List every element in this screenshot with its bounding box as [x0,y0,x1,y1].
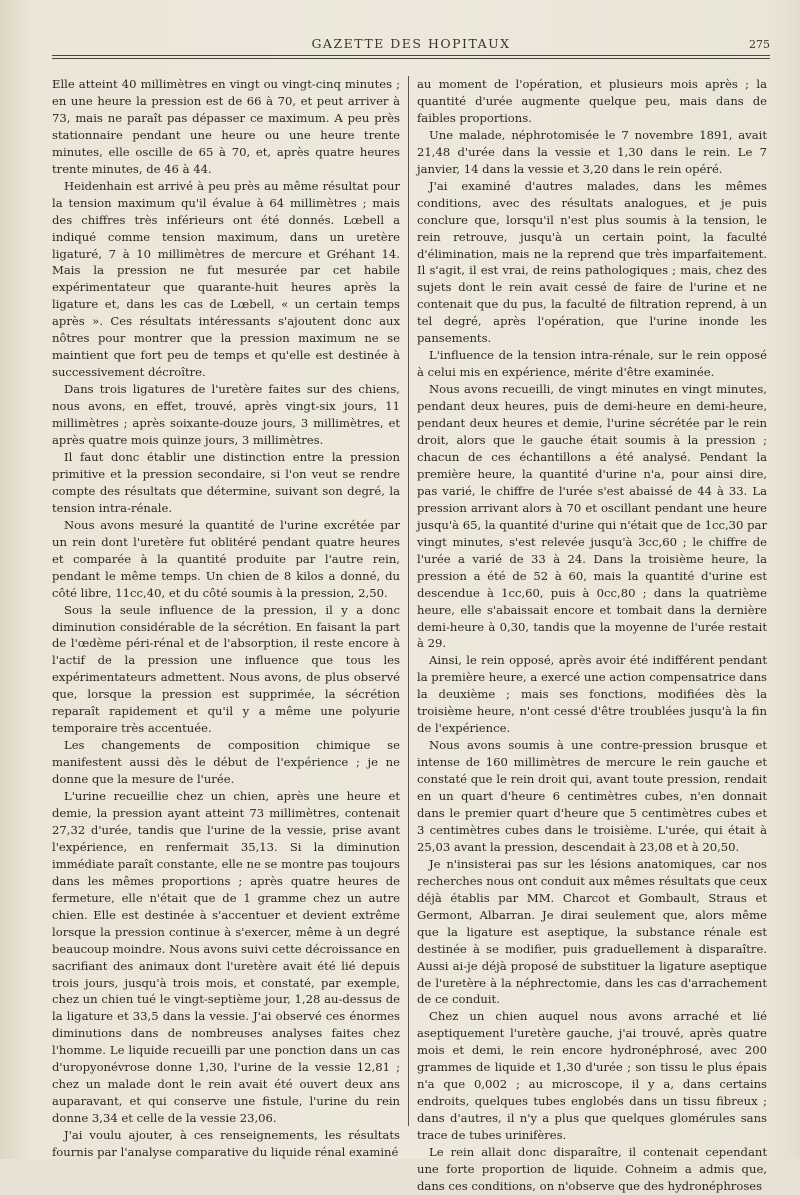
journal-title: GAZETTE DES HOPITAUX [311,36,511,51]
paragraph: Le rein allait donc disparaître, il contenait cependant une forte proportion de liquide. Cohneim a admis que, dans ces conditions, on n'observe que des hydronéphroses [417,1145,767,1193]
right-column [417,76,767,1193]
column-divider [408,76,409,1126]
paragraph: Ainsi, le rein opposé, après avoir été indifférent pendant la première heure, a exercé une action compensatrice dans la deuxième ; mais ses fonctions, modifiées dès la troisième heure, n'ont cessé d'être troublées jusqu'à la fin de l'expérience. [417,653,767,736]
paragraph: Sous la seule influence de la pression, il y a donc diminution considérable de la sécrétion. En faisant la part de l'œdème péri-rénal et de l'absorption, il reste encore à l'actif de la pression une influence que tous les expérimentateurs admettent. Nous avons, de plus observé que, lorsque la pression est supprimée, la sécrétion reparaît rapidement et qu'il y a même une polyurie temporaire très accentuée. [52,602,400,736]
paragraph: L'urine recueillie chez un chien, après une heure et demie, la pression ayant atteint 73 millimètres, contenait 27,32 d'urée, tandis que l'urine de la vessie, prise avant l'expérience, en renfermait 35,13. Si la diminution immédiate paraît constante, elle ne se montre pas toujours dans les mêmes proportions ; après quatre heures de fermeture, elle n'était que de 1 gramme chez un autre chien. Elle est destinée à s'accentuer et devient extrême lorsque la pression continue à s'exercer, même à un degré beaucoup moindre. Nous avons suivi cette décroissance en sacrifiant des animaux dont l'uretère avait été lié depuis trois jours, jusqu'à trois mois, et constaté, par exemple, chez un chien tué le vingt-septième jour, 1,28 au-dessus de la ligature et 33,5 dans la vessie. J'ai observé ces énormes diminutions dans de nombreuses analyses faites chez l'homme. Le liquide recueilli par une ponction dans un cas d'uropyonévrose donne 1,30, l'urine de la vessie 12,81 ; chez un malade dont le rein avait été ouvert deux ans auparavant, et qui conserve une fistule, l'urine du rein donne 3,34 et celle de la vessie 23,06. [52,789,400,1126]
paragraph: Les changements de composition chimique se manifestent aussi dès le début de l'expérience ; je ne donne que la mesure de l'urée. [52,738,400,787]
paragraph: L'influence de la tension intra-rénale, sur le rein opposé à celui mis en expérience, mérite d'être examinée. [417,348,767,380]
paragraph: J'ai examiné d'autres malades, dans les mêmes conditions, avec des résultats analogues, et je puis conclure que, lorsqu'il n'est plus soumis à la tension, le rein retrouve, jusqu'à un certain point, la faculté d'élimination, mais ne la reprend que très imparfaitement. Il s'agit, il est vrai, de reins pathologiques ; mais, chez des sujets dont le rein avait cessé de faire de l'urine et ne contenait que du pus, la faculté de filtration reprend, à un tel degré, après l'opération, que l'urine inonde les pansements. [417,178,767,346]
paragraph: Une malade, néphrotomisée le 7 novembre 1891, avait 21,48 d'urée dans la vessie et 1,30 dans le rein. Le 7 janvier, 14 dans la vessie et 3,20 dans le rein opéré. [417,127,767,176]
paragraph: Nous avons mesuré la quantité de l'urine excrétée par un rein dont l'uretère fut oblitéré pendant quatre heures et comparée à la quantité produite par l'autre rein, pendant le même temps. Un chien de 8 kilos a donné, du côté libre, 11cc,40, et du côté soumis à la pression, 2,50. [52,517,400,600]
paragraph: Je n'insisterai pas sur les lésions anatomiques, car nos recherches nous ont conduit aux mêmes résultats que ceux déjà établis par MM. Charcot et Gombault, Straus et Germont, Albarran. Je dirai seulement que, alors même que la ligature est aseptique, la substance rénale est destinée à se modifier, puis graduellement à disparaître. Aussi ai-je déjà proposé de substituer la ligature aseptique de l'uretère à la néphrectomie, dans les cas d'arrachement de ce conduit. [417,856,767,1007]
page-number: 275 [749,38,770,51]
paragraph: Il faut donc établir une distinction entre la pression primitive et la pression secondaire, si l'on veut se rendre compte des résultats que détermine, suivant son degré, la tension intra-rénale. [52,449,400,515]
paragraph: Dans trois ligatures de l'uretère faites sur des chiens, nous avons, en effet, trouvé, après vingt-six jours, 11 millimètres ; après soixante-douze jours, 3 millimètres, et après quatre mois quinze jours, 3 millimètres. [52,382,400,448]
paragraph: J'ai voulu ajouter, à ces renseignements, les résultats fournis par l'analyse comparative du liquide rénal examiné [52,1128,400,1160]
header-double-rule [52,55,770,59]
paragraph: Chez un chien auquel nous avons arraché et lié aseptiquement l'uretère gauche, j'ai trouvé, après quatre mois et demi, le rein encore hydronéphrosé, avec 200 grammes de liquide et 1,30 d'urée ; son tissu le plus épais n'a que 0,002 ; au microscope, il y a, dans certains endroits, quelques tubes englobés dans un tissu fibreux ; dans d'autres, il n'y a plus que quelques glomérules sans trace de tubes urinifères. [417,1009,767,1143]
paragraph: Nous avons recueilli, de vingt minutes en vingt minutes, pendant deux heures, puis de demi-heure en demi-heure, pendant deux heures et demie, l'urine sécrétée par le rein droit, alors que le gauche était soumis à la pression ; chacun de ces échantillons a été analysé. Pendant la première heure, la quantité d'urine n'a, pour ainsi dire, pas varié, le chiffre de l'urée s'est abaissé de 44 à 33. La pression arrivant alors à 70 et oscillant pendant une heure jusqu'à 65, la quantité d'urine qui n'était que de 1cc,30 par vingt minutes, s'est relevée jusqu'à 3cc,60 ; le chiffre de l'urée a varié de 33 à 24. Dans la troisième heure, la pression a été de 52 à 60, mais la quantité d'urine est descendue à 1cc,60, puis à 0cc,80 ; dans la quatrième heure, elle s'abaissait encore et tombait dans la dernière demi-heure à 0,30, tandis que la moyenne de l'urée restait à 29. [417,382,767,651]
left-column [52,76,400,1160]
paragraph: Heidenhain est arrivé à peu près au même résultat pour la tension maximum qu'il évalue à 64 millimètres ; mais des chiffres très inférieurs ont été donnés. Lœbell a indiqué comme tension maximum, dans un uretère ligaturé, 7 à 10 millimètres de mercure et Gréhant 14. Mais la pression ne fut mesurée par cet habile expérimentateur que quarante-huit heures après la ligature et, dans les cas de Lœbell, « un certain temps après ». Ces résultats intéressants s'ajoutent donc aux nôtres pour montrer que la pression maximum ne se maintient que fort peu de temps et qu'elle est destinée à successivement décroître. [52,178,400,380]
paragraph: Nous avons soumis à une contre-pression brusque et intense de 160 millimètres de mercure le rein gauche et constaté que le rein droit qui, avant toute pression, rendait en un quart d'heure 6 centimètres cubes, n'en donnait dans le premier quart d'heure que 5 centimètres cubes et 3 centimètres cubes dans le troisième. L'urée, qui était à 25,03 avant la pression, descendait à 23,08 et à 20,50. [417,738,767,854]
paragraph: Elle atteint 40 millimètres en vingt ou vingt-cinq minutes ; en une heure la pression est de 66 à 70, et peut arriver à 73, mais ne paraît pas dépasser ce maximum. A peu près stationnaire pendant une heure ou une heure trente minutes, elle oscille de 65 à 70, et, après quatre heures trente minutes, de 46 à 44. [52,77,400,176]
page-header [52,30,770,62]
paragraph: au moment de l'opération, et plusieurs mois après ; la quantité d'urée augmente quelque peu, mais dans de faibles proportions. [417,77,767,125]
